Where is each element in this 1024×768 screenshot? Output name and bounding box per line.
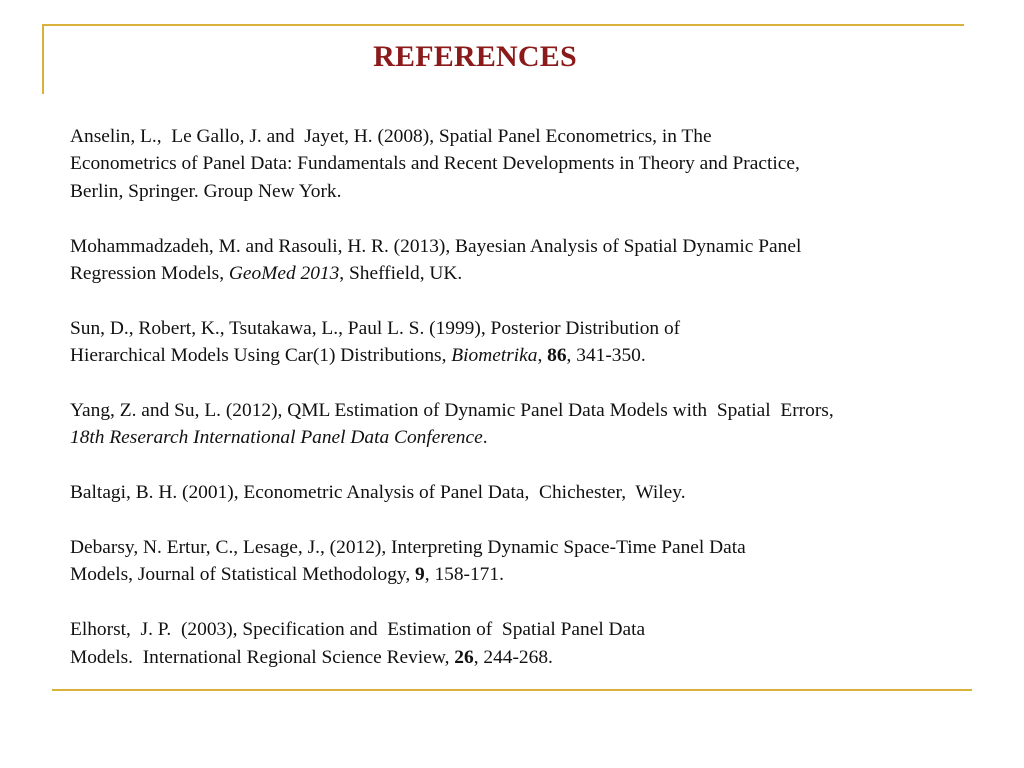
reference-text: , 341-350. [566, 345, 646, 367]
reference-line: Debarsy, N. Ertur, C., Lesage, J., (2012), Interpreting Dynamic Space-Time Panel Data [70, 537, 746, 559]
reference-volume: 26 [454, 646, 474, 668]
reference-baltagi [70, 479, 1000, 506]
reference-text: , 158-171. [424, 564, 504, 586]
reference-line: Anselin, L., Le Gallo, J. and Jayet, H. (2008), Spatial Panel Econometrics, in The [70, 126, 712, 147]
reference-text: , [537, 345, 548, 367]
reference-text: Models. International Regional Science Review, [70, 646, 455, 668]
reference-text: Regression Models, [70, 263, 229, 285]
reference-volume: 86 [547, 345, 567, 367]
reference-text: Models, Journal of Statistical Methodology, [70, 564, 416, 586]
reference-elhorst [70, 616, 1000, 671]
reference-text: . [482, 427, 488, 449]
reference-anselin [70, 123, 1000, 205]
reference-line [70, 561, 1000, 588]
reference-text: , 244-268. [473, 646, 553, 668]
reference-text: Hierarchical Models Using Car(1) Distributions, [70, 345, 452, 367]
reference-yang [70, 397, 1000, 452]
page-title: REFERENCES [373, 40, 577, 73]
reference-line: Baltagi, B. H. (2001), Econometric Analysis of Panel Data, Chichester, Wiley. [70, 482, 686, 504]
reference-mohammadzadeh [70, 233, 1000, 288]
reference-line: Econometrics of Panel Data: Fundamentals and Recent Developments in Theory and Practice, [70, 153, 800, 175]
reference-volume: 9 [415, 564, 425, 586]
reference-line: Mohammadzadeh, M. and Rasouli, H. R. (2013), Bayesian Analysis of Spatial Dynamic Panel [70, 235, 802, 257]
reference-line [70, 424, 1000, 451]
reference-line: Berlin, Springer. Group New York. [70, 180, 342, 202]
reference-sun [70, 315, 1000, 370]
reference-text: , Sheffield, UK. [339, 263, 463, 285]
reference-line [70, 644, 1000, 671]
reference-line: Sun, D., Robert, K., Tsutakawa, L., Paul L. S. (1999), Posterior Distribution of [70, 317, 681, 339]
top-rule [42, 24, 964, 26]
reference-debarsy [70, 534, 1000, 589]
reference-line: Yang, Z. and Su, L. (2012), QML Estimation of Dynamic Panel Data Models with Spatial Errors, [70, 400, 834, 422]
reference-line [70, 342, 1000, 369]
reference-line [70, 260, 1000, 287]
reference-venue: 18th Reserarch International Panel Data Conference [70, 427, 483, 449]
reference-line: Elhorst, J. P. (2003), Specification and Estimation of Spatial Panel Data [70, 619, 646, 641]
bottom-rule [52, 689, 972, 691]
reference-journal: Biometrika [451, 345, 538, 367]
reference-list [70, 123, 1000, 698]
reference-venue: GeoMed 2013 [228, 263, 340, 285]
